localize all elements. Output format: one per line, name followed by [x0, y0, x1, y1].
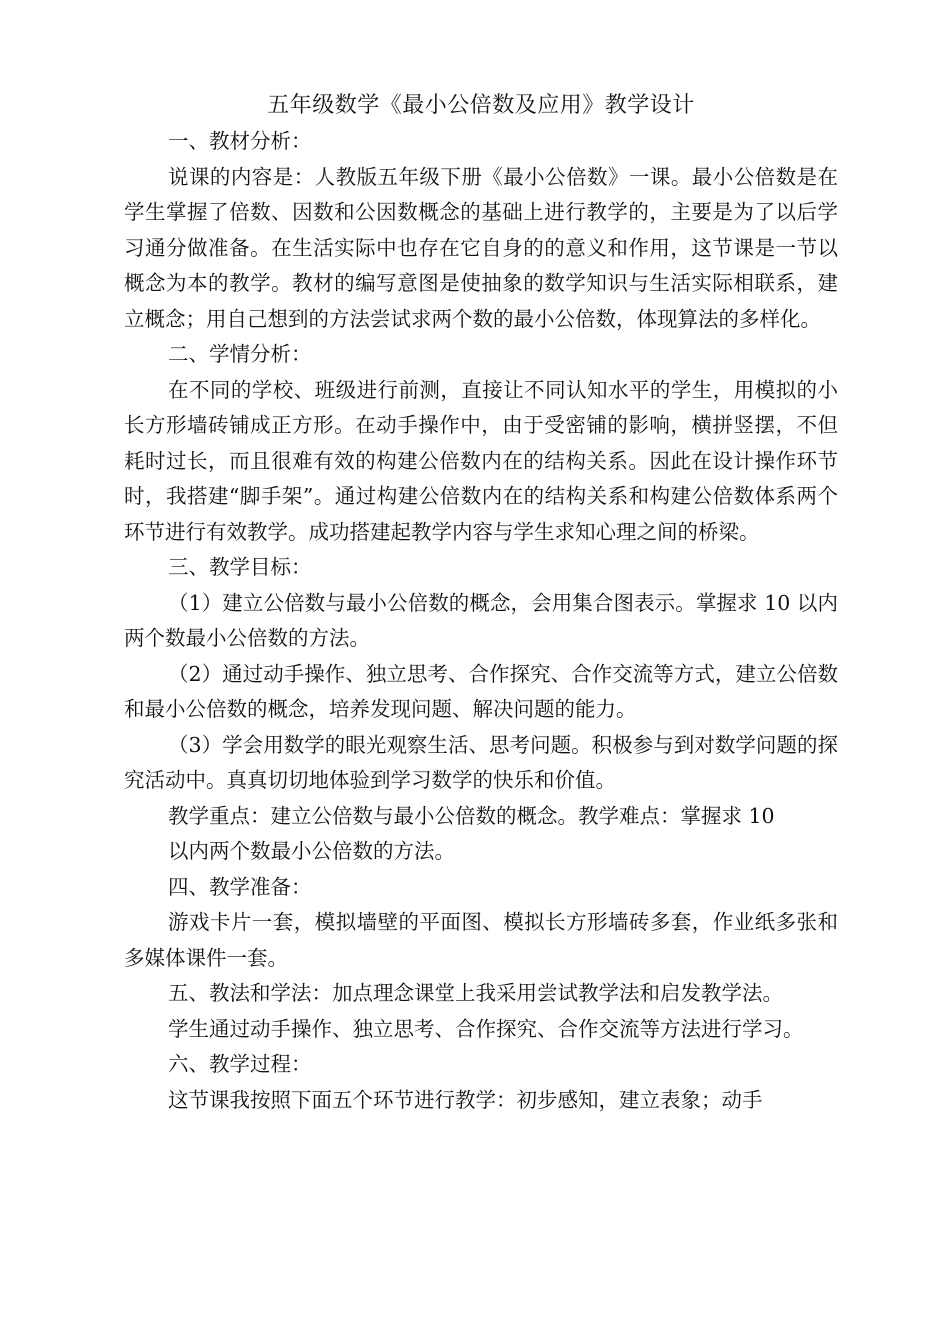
objective-2: （2）通过动手操作、独立思考、合作探究、合作交流等方式，建立公倍数和最小公倍数的概念，培养发现问题、解决问题的能力。	[124, 661, 838, 721]
section-body-4: 游戏卡片一套，模拟墙壁的平面图、模拟长方形墙砖多套，作业纸多张和多媒体课件一套。	[124, 910, 838, 970]
section-heading-6: 六、教学过程：	[168, 1052, 312, 1076]
key-points-line-1: 教学重点：建立公倍数与最小公倍数的概念。教学难点：掌握求 10	[168, 803, 775, 828]
document-page	[124, 88, 838, 1118]
objective-3: （3）学会用数学的眼光观察生活、思考问题。积极参与到对数学问题的探究活动中。真真切切地体验到学习数学的快乐和价值。	[124, 732, 838, 792]
key-points-line-2: 以内两个数最小公倍数的方法。	[168, 839, 455, 863]
section-body-2: 在不同的学校、班级进行前测，直接让不同认知水平的学生，用模拟的小长方形墙砖铺成正方形。在动手操作中，由于受密铺的影响，横拼竖摆，不但耗时过长，而且很难有效的构建公倍数内在的结构关系。因此在设计操作环节时，我搭建“脚手架”。通过构建公倍数内在的结构关系和构建公倍数体系两个环节进行有效教学。成功搭建起教学内容与学生求知心理之间的桥梁。	[124, 377, 838, 544]
section-body-1: 说课的内容是：人教版五年级下册《最小公倍数》一课。最小公倍数是在学生掌握了倍数、因数和公因数概念的基础上进行教学的，主要是为了以后学习通分做准备。在生活实际中也存在它自身的的意义和作用，这节课是一节以概念为本的教学。教材的编写意图是使抽象的数学知识与生活实际相联系，建立概念；用自己想到的方法尝试求两个数的最小公倍数，体现算法的多样化。	[124, 164, 838, 331]
section-heading-1: 一、教材分析：	[168, 129, 312, 153]
section-heading-3: 三、教学目标：	[168, 555, 312, 579]
section-heading-2: 二、学情分析：	[168, 342, 312, 366]
section-heading-5: 五、教法和学法：加点理念课堂上我采用尝试教学法和启发教学法。	[168, 981, 783, 1005]
page-title: 五年级数学《最小公倍数及应用》教学设计	[267, 93, 695, 118]
section-body-6: 这节课我按照下面五个环节进行教学：初步感知，建立表象；动手	[168, 1087, 763, 1112]
section-body-5: 学生通过动手操作、独立思考、合作探究、合作交流等方法进行学习。	[168, 1016, 804, 1041]
section-heading-4: 四、教学准备：	[168, 874, 312, 899]
objective-1: （1）建立公倍数与最小公倍数的概念，会用集合图表示。掌握求 10 以内两个数最小公倍数的方法。	[124, 590, 838, 650]
